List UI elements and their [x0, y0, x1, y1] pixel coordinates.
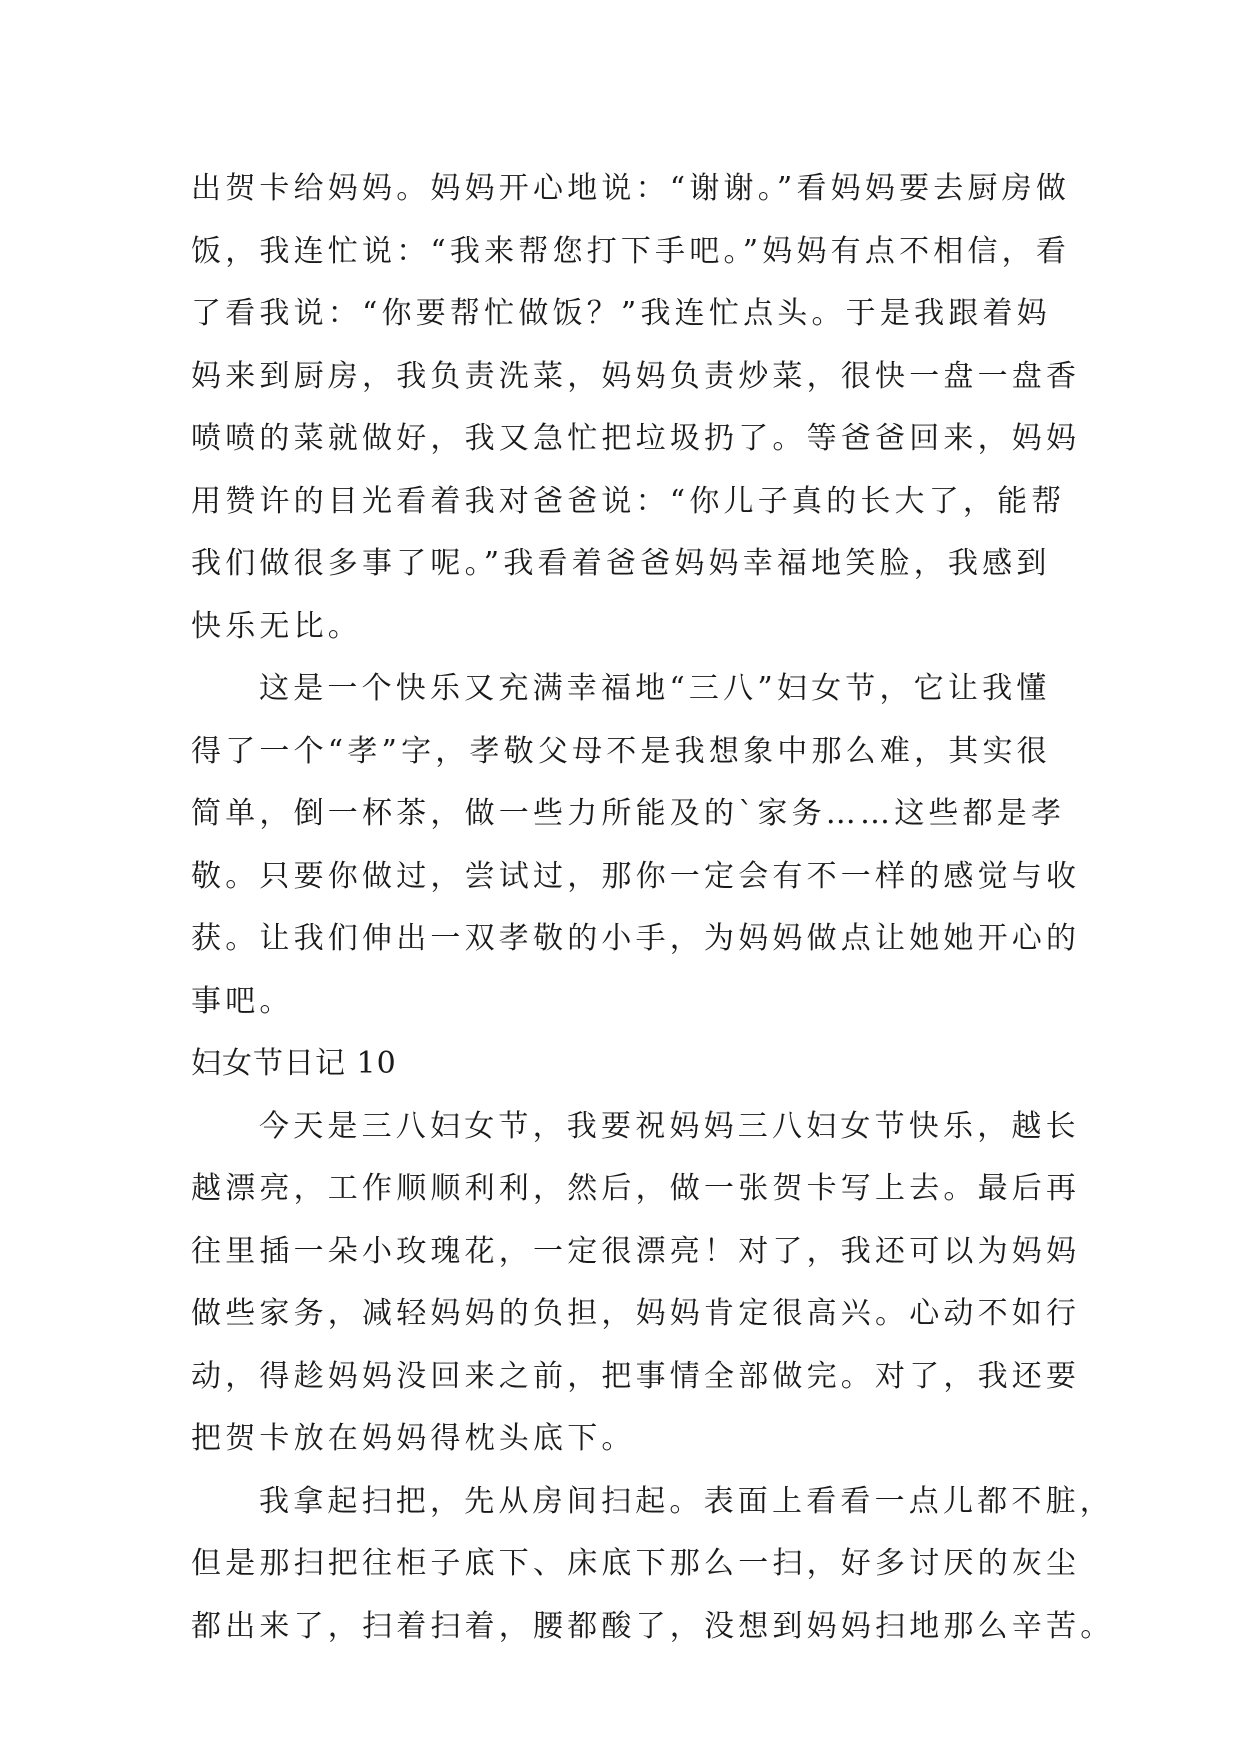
text-line: 这是一个快乐又充满幸福地“三八”妇女节，它让我懂 [259, 671, 1051, 706]
text-line: 我拿起扫把，先从房间扫起。表面上看看一点儿都不脏， [259, 1483, 1114, 1519]
paragraph-2 [191, 658, 1081, 1033]
text-line: 简单，倒一杯茶，做一些力所能及的`家务……这些都是孝 [191, 796, 1066, 831]
text-line: 了看我说：“你要帮忙做饭？”我连忙点头。于是我跟着妈 [191, 296, 1051, 331]
text-line: 用赞许的目光看着我对爸爸说：“你儿子真的长大了，能帮 [191, 483, 1066, 519]
text-line: 我们做很多事了呢。”我看着爸爸妈妈幸福地笑脸，我感到 [191, 546, 1051, 581]
text-line: 得了一个“孝”字，孝敬父母不是我想象中那么难，其实很 [191, 733, 1051, 769]
text-line: 出贺卡给妈妈。妈妈开心地说：“谢谢。”看妈妈要去厨房做 [191, 171, 1071, 206]
text-line: 今天是三八妇女节，我要祝妈妈三八妇女节快乐，越长 [259, 1108, 1080, 1144]
text-line: 快乐无比。 [191, 608, 362, 644]
paragraph-1 [191, 158, 1081, 658]
paragraph-4 [191, 1471, 1115, 1659]
text-line: 做些家务，减轻妈妈的负担，妈妈肯定很高兴。心动不如行 [191, 1296, 1081, 1331]
paragraph-3 [191, 1096, 1081, 1471]
text-line: 越漂亮，工作顺顺利利，然后，做一张贺卡写上去。最后再 [191, 1171, 1081, 1206]
text-line: 把贺卡放在妈妈得枕头底下。 [191, 1421, 636, 1456]
text-line: 都出来了，扫着扫着，腰都酸了，没想到妈妈扫地那么辛苦。 [191, 1608, 1115, 1644]
text-line: 敬。只要你做过，尝试过，那你一定会有不一样的感觉与收 [191, 858, 1081, 894]
section-heading: 妇女节日记 10 [191, 1046, 397, 1081]
text-line: 往里插一朵小玫瑰花，一定很漂亮！对了，我还可以为妈妈 [191, 1233, 1081, 1269]
text-line: 事吧。 [191, 983, 294, 1019]
text-line: 饭，我连忙说：“我来帮您打下手吧。”妈妈有点不相信，看 [191, 233, 1071, 269]
document-body [191, 158, 1115, 1658]
text-line: 获。让我们伸出一双孝敬的小手，为妈妈做点让她她开心的 [191, 921, 1081, 956]
text-line: 喷喷的菜就做好，我又急忙把垃圾扔了。等爸爸回来，妈妈 [191, 421, 1081, 456]
text-line: 但是那扫把往柜子底下、床底下那么一扫，好多讨厌的灰尘 [191, 1546, 1081, 1581]
text-line: 动，得趁妈妈没回来之前，把事情全部做完。对了，我还要 [191, 1358, 1081, 1394]
text-line: 妈来到厨房，我负责洗菜，妈妈负责炒菜，很快一盘一盘香 [191, 358, 1081, 394]
